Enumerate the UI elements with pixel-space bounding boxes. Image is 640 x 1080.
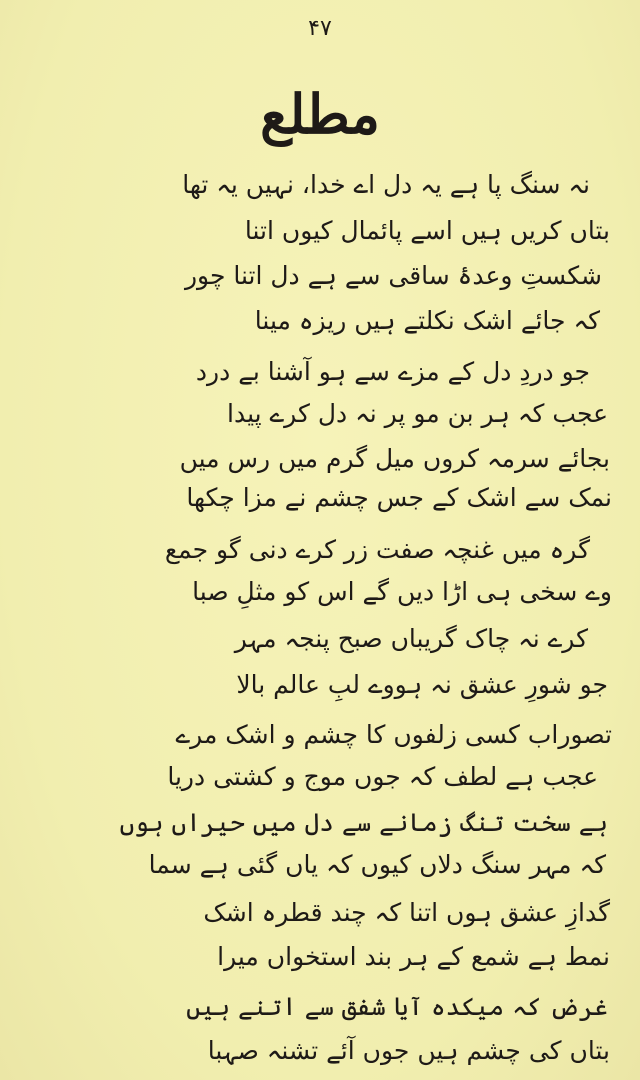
verse-line: شکستِ وعدۂ ساقی سے ہے دل اتنا چور	[184, 261, 602, 290]
verse-line: بتاں کریں ہیں اسے پائمال کیوں اتنا	[244, 216, 610, 245]
verse-line: کہ جائے اشک نکلتے ہیں ریزہ مینا	[254, 306, 600, 335]
verse-line: نمک سے اشک کے جس چشم نے مزا چکھا	[186, 483, 612, 512]
verse-line: وے سخی ہی اڑا دیں گے اس کو مثلِ صبا	[192, 577, 612, 606]
verse-line: بتاں کی چشم ہیں جوں آئے تشنہ صہبا	[207, 1036, 610, 1065]
verse-line: نمط ہے شمع کے ہر بند استخواں میرا	[217, 942, 610, 971]
verse-line: تصوراب کسی زلفوں کا چشم و اشک مرے	[175, 720, 612, 749]
verse-line: غرض کہ میکدہ آیا شفق سے اتنے ہیں	[186, 992, 608, 1021]
verse-line: گرہ میں غنچہ صفت زر کرے دنی گو جمع	[164, 535, 590, 564]
verse-line: عجب ہے لطف کہ جوں موج و کشتی دریا	[167, 762, 598, 791]
verse-line: عجب کہ ہر بن مو پر نہ دل کرے پیدا	[227, 399, 608, 428]
verse-line: ہے سخت تنگ زمانے سے دل میں حیراں ہوں	[119, 808, 608, 837]
verse-line: کہ مہر سنگ دلاں کیوں کہ یاں گئی ہے سما	[148, 850, 606, 879]
verse-line: جو شورِ عشق نہ ہووے لبِ عالم بالا	[236, 670, 608, 699]
page-number: ۴۷	[308, 16, 332, 41]
verse-line: کرے نہ چاک گریباں صبح پنجہ مہر	[234, 624, 588, 653]
section-heading: مطلع	[260, 82, 380, 146]
verse-line: گدازِ عشق ہوں اتنا کہ چند قطرہ اشک	[203, 898, 610, 927]
verse-line: جو دردِ دل کے مزے سے ہو آشنا بے درد	[195, 357, 590, 386]
verse-line: بجائے سرمہ کروں میل گرم میں رس میں	[179, 444, 610, 473]
verse-line: نہ سنگ پا ہے یہ دل اے خدا، نہیں یہ تھا	[182, 170, 590, 199]
